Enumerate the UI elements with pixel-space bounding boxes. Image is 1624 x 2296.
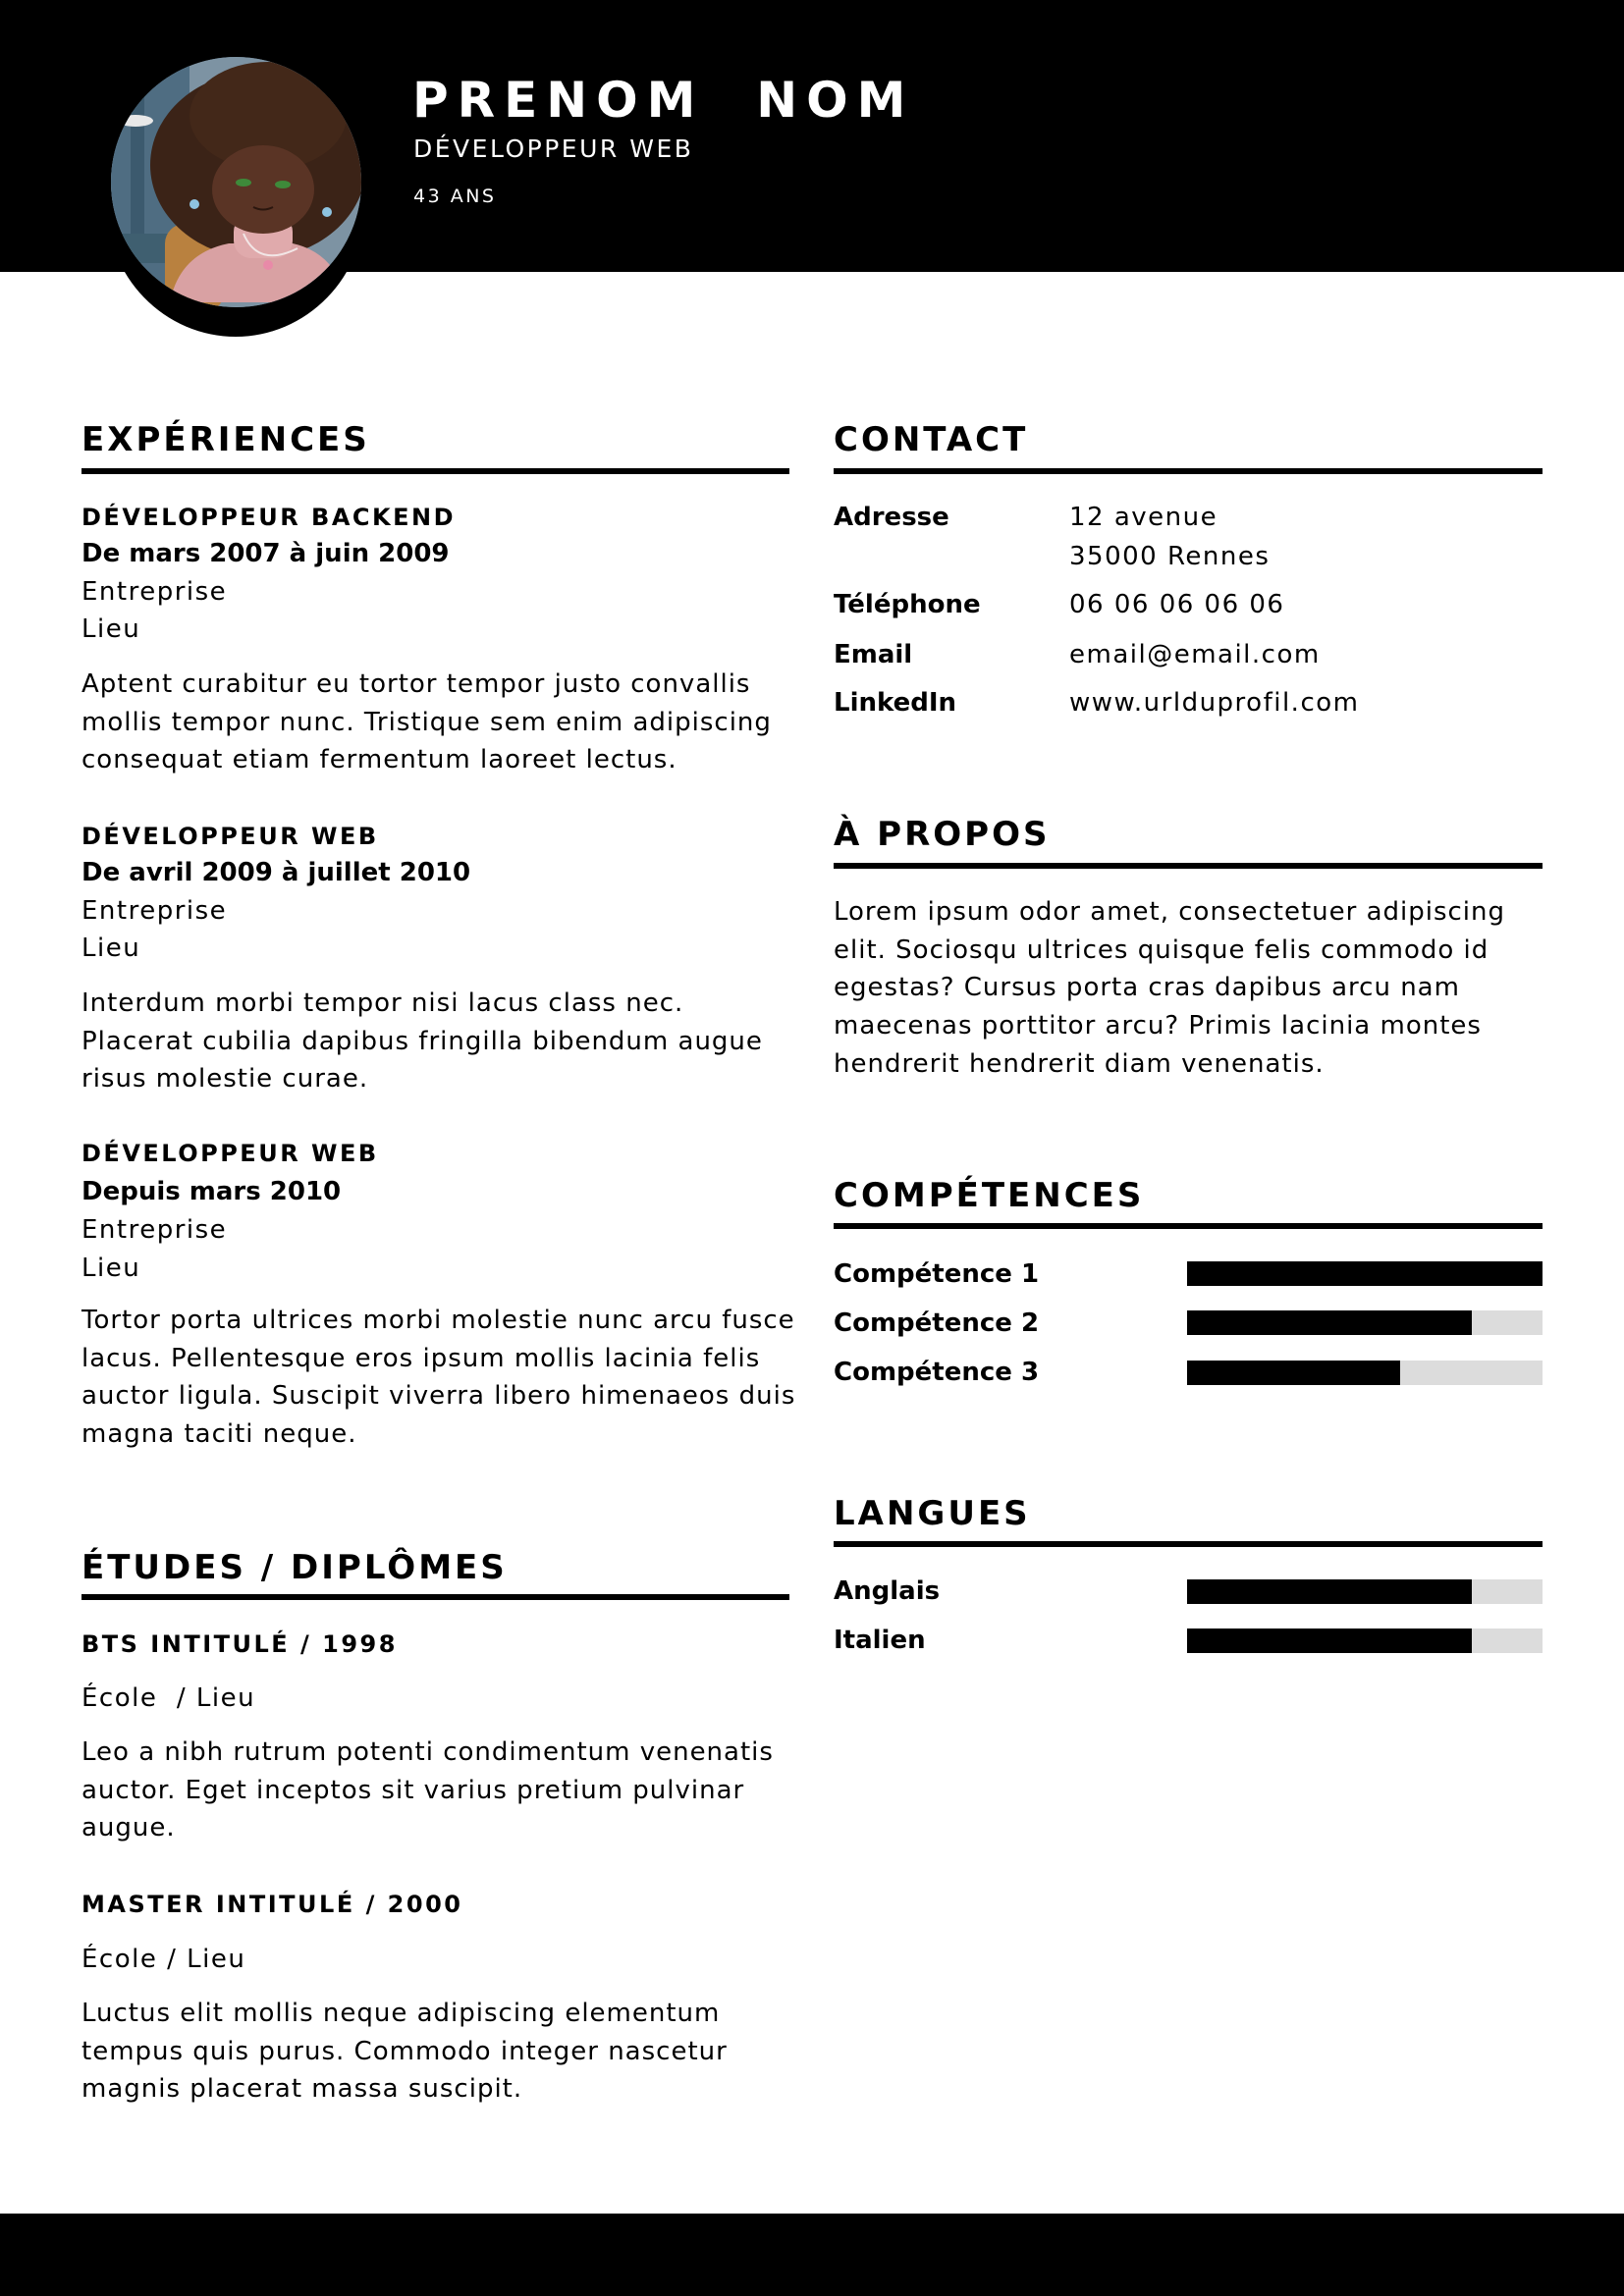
language-label: Anglais	[834, 1576, 941, 1606]
section-title-education: ÉTUDES / DIPLÔMES	[81, 1548, 508, 1587]
job-description: Interdum morbi tempor nisi lacus class nec. Placerat cubilia dapibus fringilla bibendum augue risus molestie curae.	[81, 988, 763, 1095]
section-divider	[81, 1594, 789, 1600]
skill-label: Compétence 1	[834, 1259, 1040, 1289]
skill-bar-fill	[1187, 1310, 1472, 1335]
degree-school: École / Lieu	[81, 1945, 246, 1974]
linkedin-link[interactable]: www.urlduprofil.com	[1069, 688, 1360, 718]
avatar-portrait-icon	[111, 57, 361, 307]
candidate-name: PRENOM NOM	[412, 72, 915, 129]
skill-bar-fill	[1187, 1261, 1543, 1286]
job-dates: De avril 2009 à juillet 2010	[81, 858, 471, 887]
language-bar-fill	[1187, 1629, 1472, 1653]
about-text: Lorem ipsum odor amet, consectetuer adipiscing elit. Sociosqu ultrices quisque felis commodo id egestas? Cursus porta cras dapibus arcu nam maecenas porttitor arcu? Primis lacinia montes hendrerit hendrerit diam venenatis.	[834, 897, 1506, 1079]
footer-banner	[0, 2214, 1624, 2296]
degree-title: MASTER INTITULÉ / 2000	[81, 1891, 463, 1918]
section-divider	[81, 468, 789, 474]
skill-label: Compétence 3	[834, 1358, 1040, 1387]
degree-school: École / Lieu	[81, 1683, 256, 1713]
skill-label: Compétence 2	[834, 1308, 1040, 1338]
phone-value: 06 06 06 06 06	[1069, 590, 1285, 619]
section-title-experiences: EXPÉRIENCES	[81, 420, 370, 459]
job-company: Entreprise	[81, 1215, 228, 1245]
candidate-age: 43 ANS	[413, 186, 497, 207]
phone-label: Téléphone	[834, 590, 981, 619]
avatar	[111, 57, 361, 307]
job-title: DÉVELOPPEUR WEB	[81, 823, 379, 850]
degree-title: BTS INTITULÉ / 1998	[81, 1630, 398, 1658]
address-line1: 12 avenue	[1069, 503, 1218, 532]
address-label: Adresse	[834, 503, 949, 532]
job-description: Tortor porta ultrices morbi molestie nunc arcu fusce lacus. Pellentesque eros ipsum mollis lacinia felis auctor ligula. Suscipit viverra libero himenaeos duis magna taciti neque.	[81, 1306, 796, 1450]
job-company: Entreprise	[81, 896, 228, 926]
job-dates: De mars 2007 à juin 2009	[81, 539, 450, 568]
candidate-role: DÉVELOPPEUR WEB	[413, 134, 694, 163]
section-title-skills: COMPÉTENCES	[834, 1176, 1145, 1215]
language-bar-fill	[1187, 1579, 1472, 1604]
job-place: Lieu	[81, 1254, 141, 1283]
address-line2: 35000 Rennes	[1069, 542, 1271, 571]
linkedin-label: LinkedIn	[834, 688, 957, 718]
skill-bar-fill	[1187, 1361, 1400, 1385]
skill-bar	[1187, 1310, 1543, 1335]
language-bar	[1187, 1579, 1543, 1604]
section-divider	[834, 863, 1543, 869]
email-label: Email	[834, 640, 913, 669]
job-title: DÉVELOPPEUR WEB	[81, 1140, 379, 1167]
section-title-contact: CONTACT	[834, 420, 1029, 459]
job-title: DÉVELOPPEUR BACKEND	[81, 504, 457, 531]
email-link[interactable]: email@email.com	[1069, 640, 1321, 669]
language-bar	[1187, 1629, 1543, 1653]
job-place: Lieu	[81, 934, 141, 963]
job-description: Aptent curabitur eu tortor tempor justo convallis mollis tempor nunc. Tristique sem enim adipiscing consequat etiam fermentum laoreet lectus.	[81, 669, 772, 775]
degree-description: Luctus elit mollis neque adipiscing elementum tempus quis purus. Commodo integer nascetur magnis placerat massa suscipit.	[81, 1999, 728, 2105]
language-label: Italien	[834, 1626, 926, 1655]
job-company: Entreprise	[81, 577, 228, 607]
section-title-about: À PROPOS	[834, 815, 1051, 854]
skill-bar	[1187, 1361, 1543, 1385]
skill-bar	[1187, 1261, 1543, 1286]
section-divider	[834, 1223, 1543, 1229]
section-title-languages: LANGUES	[834, 1494, 1031, 1533]
job-dates: Depuis mars 2010	[81, 1177, 342, 1206]
section-divider	[834, 1541, 1543, 1547]
section-divider	[834, 468, 1543, 474]
degree-description: Leo a nibh rutrum potenti condimentum venenatis auctor. Eget inceptos sit varius pretium pulvinar augue.	[81, 1737, 774, 1843]
job-place: Lieu	[81, 614, 141, 644]
